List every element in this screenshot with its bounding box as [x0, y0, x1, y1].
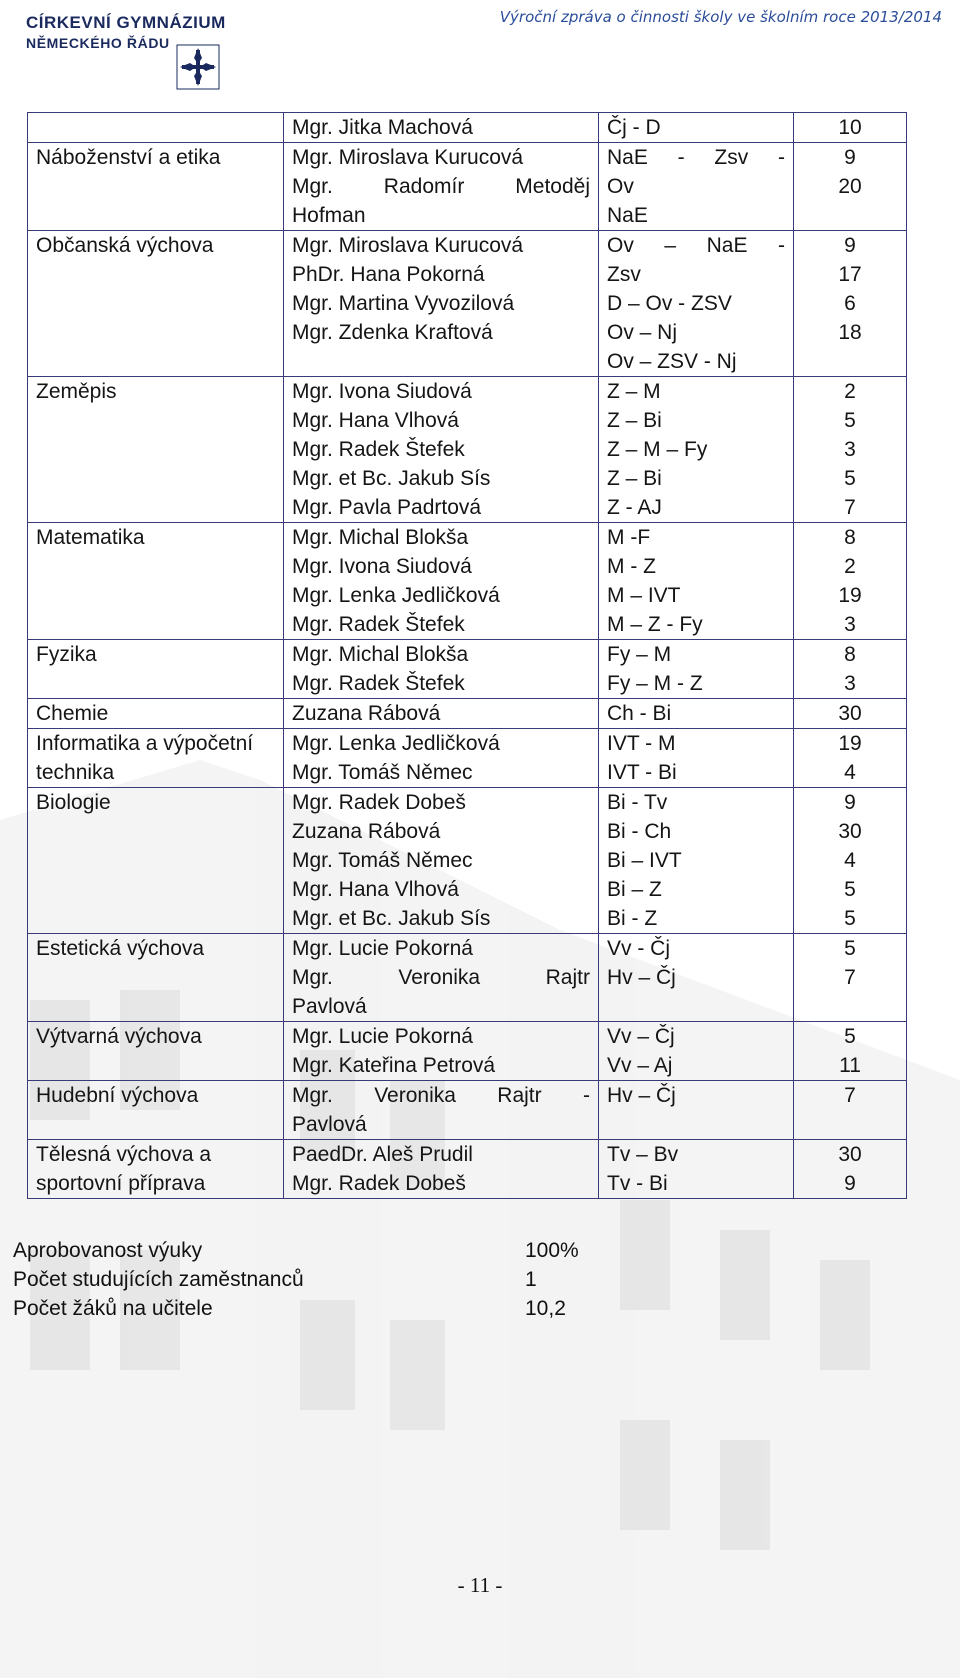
- hours-line: 5: [844, 907, 856, 930]
- teacher-line: Mgr. Lucie Pokorná: [292, 937, 473, 960]
- teacher-cell: [284, 523, 599, 640]
- teacher-line: Mgr. Radek Dobeš: [292, 1172, 466, 1195]
- hours-cell: [794, 699, 907, 729]
- hours-line: 2: [844, 380, 856, 403]
- combination-line: Z – Bi: [607, 409, 662, 432]
- teacher-line: Mgr. Tomáš Němec: [292, 761, 473, 784]
- hours-cell: [794, 729, 907, 788]
- combination-line: M – IVT: [607, 584, 681, 607]
- hours-line: 19: [838, 732, 862, 755]
- subject-cell: [28, 113, 284, 143]
- subject-line: technika: [36, 761, 115, 784]
- combination-line: Čj - D: [607, 116, 661, 139]
- combination-cell: [599, 523, 794, 640]
- teacher-line: Zuzana Rábová: [292, 820, 441, 843]
- teacher-cell: [284, 729, 599, 788]
- combination-line: Vv – Čj: [607, 1025, 675, 1048]
- summary-label: Počet žáků na učitele: [13, 1297, 213, 1320]
- teacher-line: Mgr. Miroslava Kurucová: [292, 234, 524, 257]
- combination-line: Bi - Z: [607, 907, 658, 930]
- table-row: [28, 699, 907, 729]
- teacher-cell: [284, 640, 599, 699]
- combination-cell: [599, 699, 794, 729]
- combination-line: NaE - Zsv - Ov: [607, 146, 785, 198]
- hours-line: 18: [838, 321, 862, 344]
- summary-value: 100%: [525, 1239, 579, 1262]
- teacher-line: Mgr. Veronika Rajtr Pavlová: [292, 966, 590, 1018]
- subject-line: Výtvarná výchova: [36, 1025, 202, 1048]
- subject-cell: [28, 523, 284, 640]
- subject-cell: [28, 143, 284, 231]
- staff-qualification-table: [27, 112, 907, 1199]
- combination-cell: [599, 788, 794, 934]
- combination-line: IVT - M: [607, 732, 676, 755]
- combination-cell: [599, 143, 794, 231]
- teacher-cell: [284, 231, 599, 377]
- teacher-line: Mgr. Radomír Metoděj Hofman: [292, 175, 590, 227]
- combination-line: Hv – Čj: [607, 966, 676, 989]
- summary-value: 10,2: [525, 1297, 566, 1320]
- hours-line: 3: [844, 613, 856, 636]
- combination-line: M -F: [607, 526, 651, 549]
- hours-line: 7: [844, 496, 856, 519]
- hours-line: 3: [844, 438, 856, 461]
- hours-line: 5: [844, 409, 856, 432]
- subject-line: Náboženství a etika: [36, 146, 221, 169]
- combination-cell: [599, 934, 794, 1022]
- combination-cell: [599, 113, 794, 143]
- page-header: [0, 0, 960, 104]
- table-row: [28, 231, 907, 377]
- hours-line: 5: [844, 878, 856, 901]
- teacher-cell: [284, 788, 599, 934]
- table-row: [28, 1081, 907, 1140]
- combination-line: Vv – Aj: [607, 1054, 673, 1077]
- hours-line: 5: [844, 937, 856, 960]
- combination-cell: [599, 1022, 794, 1081]
- subject-line: Informatika a výpočetní: [36, 732, 254, 755]
- combination-line: Ch - Bi: [607, 702, 672, 725]
- subject-cell: [28, 699, 284, 729]
- teacher-cell: [284, 1022, 599, 1081]
- teutonic-cross-icon: [176, 44, 220, 90]
- combination-line: Bi – Z: [607, 878, 662, 901]
- teacher-cell: [284, 934, 599, 1022]
- teacher-line: Mgr. Radek Štefek: [292, 613, 465, 636]
- combination-line: Tv – Bv: [607, 1143, 679, 1166]
- hours-line: 30: [838, 702, 862, 725]
- hours-line: 17: [838, 263, 862, 286]
- teacher-line: Mgr. Hana Vlhová: [292, 409, 459, 432]
- teacher-line: Mgr. Pavla Padrtová: [292, 496, 482, 519]
- subject-line: Zeměpis: [36, 380, 117, 403]
- combination-line: Bi - Ch: [607, 820, 672, 843]
- subject-cell: [28, 934, 284, 1022]
- subject-cell: [28, 729, 284, 788]
- teacher-cell: [284, 377, 599, 523]
- subject-line: Tělesná výchova a: [36, 1143, 212, 1166]
- hours-line: 9: [844, 146, 856, 169]
- hours-cell: [794, 1081, 907, 1140]
- teacher-line: Mgr. Jitka Machová: [292, 116, 473, 139]
- combination-cell: [599, 640, 794, 699]
- hours-line: 5: [844, 467, 856, 490]
- table-row: [28, 143, 907, 231]
- teacher-line: Mgr. et Bc. Jakub Sís: [292, 467, 491, 490]
- combination-line: Fy – M - Z: [607, 672, 703, 695]
- hours-line: 9: [844, 1172, 856, 1195]
- summary-row: [13, 1294, 579, 1323]
- hours-line: 7: [844, 966, 856, 989]
- summary-row: [13, 1265, 579, 1294]
- subject-cell: [28, 231, 284, 377]
- summary-block: [13, 1236, 579, 1323]
- teacher-cell: [284, 699, 599, 729]
- table-row: [28, 523, 907, 640]
- teacher-cell: [284, 1081, 599, 1140]
- school-name-line2: NĚMECKÉHO ŘÁDU: [26, 35, 170, 51]
- subject-cell: [28, 1081, 284, 1140]
- hours-line: 30: [838, 820, 862, 843]
- hours-line: 9: [844, 791, 856, 814]
- combination-line: Z – Bi: [607, 467, 662, 490]
- summary-label: Aprobovanost výuky: [13, 1239, 203, 1262]
- hours-cell: [794, 1022, 907, 1081]
- teacher-line: Mgr. Miroslava Kurucová: [292, 146, 524, 169]
- hours-cell: [794, 788, 907, 934]
- hours-cell: [794, 640, 907, 699]
- subject-cell: [28, 640, 284, 699]
- table-row: [28, 934, 907, 1022]
- teacher-line: Mgr. et Bc. Jakub Sís: [292, 907, 491, 930]
- subject-line: Estetická výchova: [36, 937, 205, 960]
- subject-line: Hudební výchova: [36, 1084, 199, 1107]
- table-row: [28, 113, 907, 143]
- teacher-line: Mgr. Radek Dobeš: [292, 791, 466, 814]
- hours-cell: [794, 934, 907, 1022]
- summary-label: Počet studujících zaměstnanců: [13, 1268, 304, 1291]
- teacher-line: Mgr. Lenka Jedličková: [292, 584, 500, 607]
- teacher-line: Mgr. Lenka Jedličková: [292, 732, 500, 755]
- page-number: - 11 -: [457, 1573, 503, 1597]
- subject-line: Matematika: [36, 526, 145, 549]
- teacher-line: Mgr. Ivona Siudová: [292, 555, 472, 578]
- teacher-cell: [284, 113, 599, 143]
- table-row: [28, 788, 907, 934]
- combination-line: Hv – Čj: [607, 1084, 676, 1107]
- subject-line: sportovní příprava: [36, 1172, 206, 1195]
- school-name-line1: CÍRKEVNÍ GYMNÁZIUM: [26, 13, 226, 32]
- combination-line: Tv - Bi: [607, 1172, 668, 1195]
- hours-cell: [794, 231, 907, 377]
- table-row: [28, 1022, 907, 1081]
- teacher-line: Mgr. Zdenka Kraftová: [292, 321, 493, 344]
- combination-line: Ov – ZSV - Nj: [607, 350, 737, 373]
- hours-line: 5: [844, 1025, 856, 1048]
- teacher-line: Mgr. Lucie Pokorná: [292, 1025, 473, 1048]
- subject-line: Fyzika: [36, 643, 97, 666]
- teacher-line: PaedDr. Aleš Prudil: [292, 1143, 473, 1166]
- combination-cell: [599, 377, 794, 523]
- table-row: [28, 729, 907, 788]
- teacher-line: Mgr. Martina Vyvozilová: [292, 292, 515, 315]
- hours-line: 30: [838, 1143, 862, 1166]
- subject-cell: [28, 788, 284, 934]
- combination-line: Z – M – Fy: [607, 438, 708, 461]
- hours-line: 9: [844, 234, 856, 257]
- subject-line: Chemie: [36, 702, 109, 725]
- hours-line: 10: [838, 116, 862, 139]
- hours-line: 2: [844, 555, 856, 578]
- hours-cell: [794, 113, 907, 143]
- combination-line: Vv - Čj: [607, 937, 670, 960]
- teacher-line: Mgr. Hana Vlhová: [292, 878, 459, 901]
- teacher-line: Mgr. Radek Štefek: [292, 672, 465, 695]
- hours-line: 8: [844, 643, 856, 666]
- summary-value: 1: [525, 1268, 537, 1291]
- summary-row: [13, 1236, 579, 1265]
- hours-cell: [794, 143, 907, 231]
- combination-line: Fy – M: [607, 643, 672, 666]
- combination-line: Z – M: [607, 380, 661, 403]
- subject-line: Biologie: [36, 791, 111, 814]
- hours-line: 6: [844, 292, 856, 315]
- hours-cell: [794, 1140, 907, 1199]
- hours-line: 19: [838, 584, 862, 607]
- subject-cell: [28, 1022, 284, 1081]
- combination-line: Ov – Nj: [607, 321, 678, 344]
- teacher-line: Mgr. Veronika Rajtr - Pavlová: [292, 1084, 590, 1136]
- hours-line: 4: [844, 761, 856, 784]
- table-row: [28, 1140, 907, 1199]
- teacher-cell: [284, 143, 599, 231]
- teacher-line: Mgr. Ivona Siudová: [292, 380, 472, 403]
- teacher-line: Mgr. Michal Blokša: [292, 643, 469, 666]
- teacher-line: Mgr. Radek Štefek: [292, 438, 465, 461]
- teacher-line: Zuzana Rábová: [292, 702, 441, 725]
- combination-cell: [599, 1081, 794, 1140]
- combination-line: D – Ov - ZSV: [607, 292, 732, 315]
- hours-cell: [794, 523, 907, 640]
- combination-line: NaE: [607, 204, 648, 227]
- combination-line: Bi - Tv: [607, 791, 668, 814]
- subject-cell: [28, 377, 284, 523]
- hours-line: 11: [839, 1054, 861, 1077]
- combination-line: IVT - Bi: [607, 761, 677, 784]
- combination-cell: [599, 231, 794, 377]
- combination-cell: [599, 1140, 794, 1199]
- combination-line: M - Z: [607, 555, 656, 578]
- hours-cell: [794, 377, 907, 523]
- teacher-line: Mgr. Kateřina Petrová: [292, 1054, 496, 1077]
- combination-line: Bi – IVT: [607, 849, 682, 872]
- hours-line: 3: [844, 672, 856, 695]
- hours-line: 4: [844, 849, 856, 872]
- hours-line: 20: [838, 175, 862, 198]
- hours-line: 7: [844, 1084, 856, 1107]
- combination-line: M – Z - Fy: [607, 613, 703, 636]
- teacher-line: Mgr. Tomáš Němec: [292, 849, 473, 872]
- combination-cell: [599, 729, 794, 788]
- subject-cell: [28, 1140, 284, 1199]
- teacher-line: Mgr. Michal Blokša: [292, 526, 469, 549]
- report-title: Výroční zpráva o činnosti školy ve školním roce 2013/2014: [499, 8, 942, 26]
- teacher-cell: [284, 1140, 599, 1199]
- combination-line: Z - AJ: [607, 496, 662, 519]
- teacher-line: PhDr. Hana Pokorná: [292, 263, 485, 286]
- table-row: [28, 377, 907, 523]
- subject-line: Občanská výchova: [36, 234, 214, 257]
- table-row: [28, 640, 907, 699]
- hours-line: 8: [844, 526, 856, 549]
- combination-line: Ov – NaE - Zsv: [607, 234, 785, 286]
